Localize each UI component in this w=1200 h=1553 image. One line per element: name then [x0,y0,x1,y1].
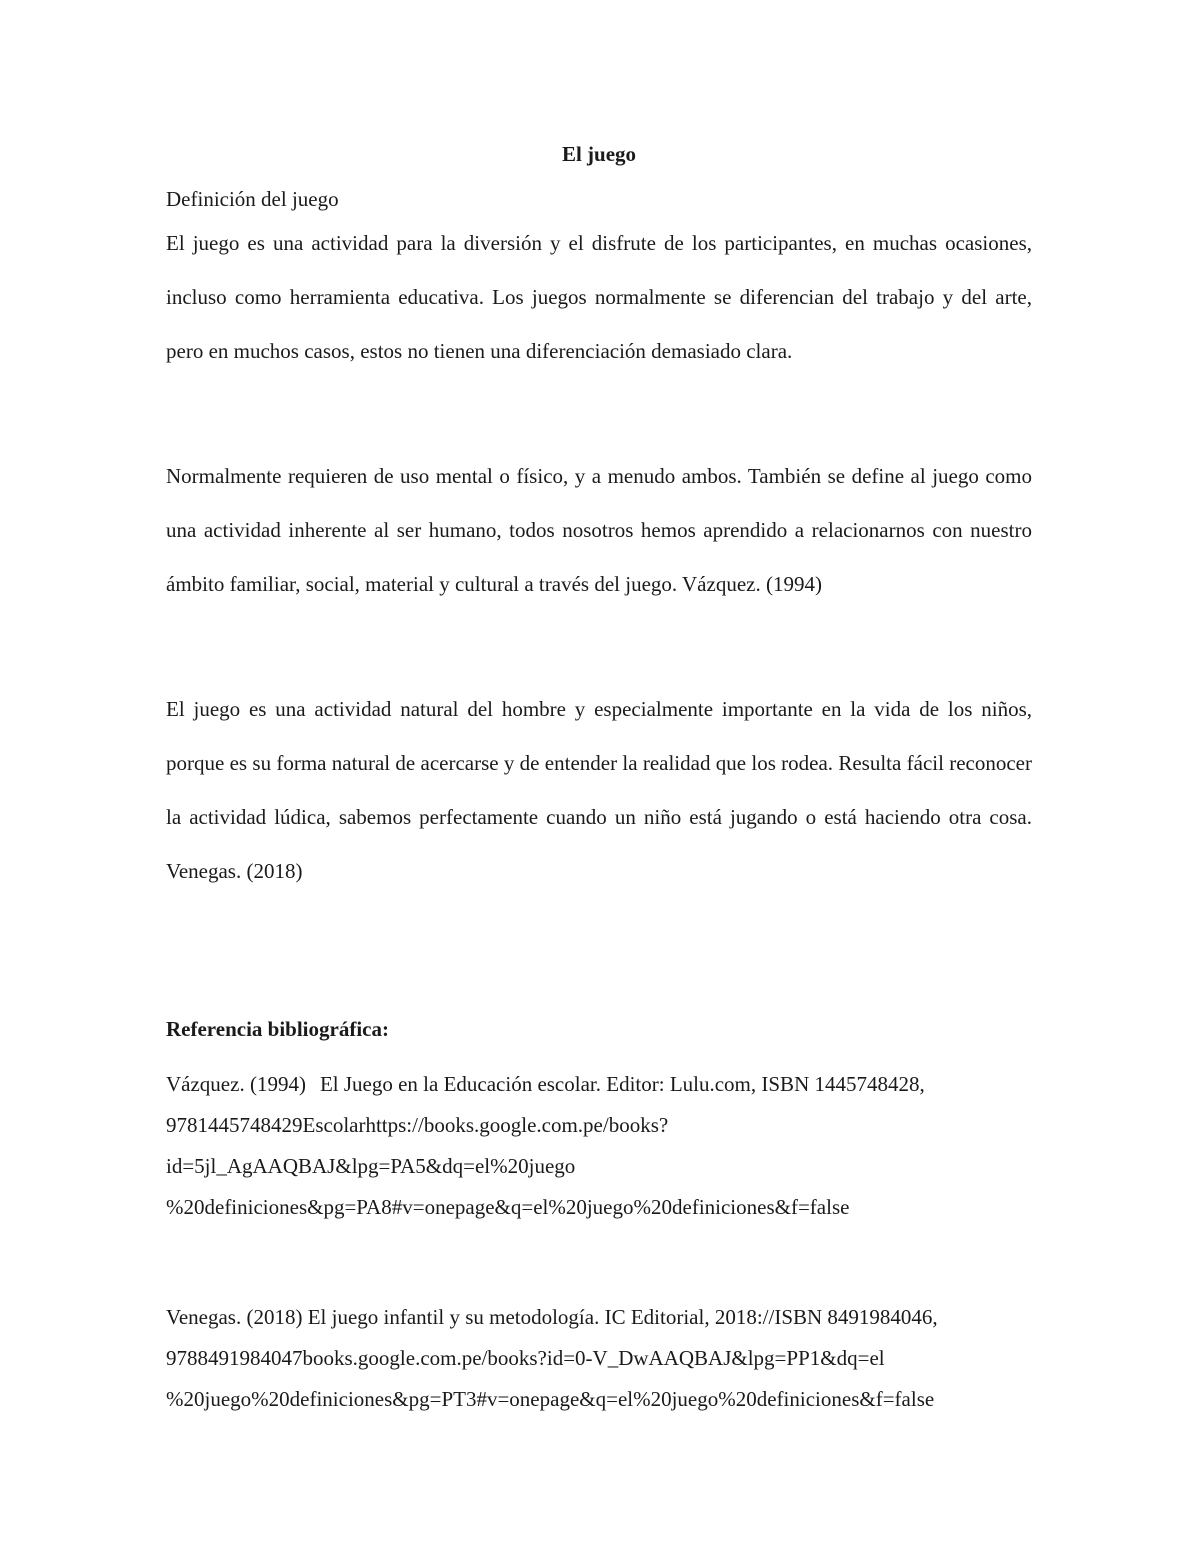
paragraph: El juego es una actividad natural del hombre y especialmente importante en la vida de los niños, porque es su forma natural de acercarse y de entender la realidad que los rodea. Resulta fácil reconocer la actividad lúdica, sabemos perfectamente cuando un niño está jugando o está haciendo otra cosa. Venegas. (2018) [166,697,1032,883]
reference-author: Venegas. (2018) [166,1305,303,1329]
reference-line [166,1064,1046,1105]
reference-line [166,1297,1046,1338]
paragraph: El juego es una actividad para la diversión y el disfrute de los participantes, en muchas ocasiones, incluso como herramienta educativa. Los juegos normalmente se diferencian del trabajo y del arte, pero en muchos casos, estos no tienen una diferenciación demasiado clara. [166,231,1032,363]
reference-author: Vázquez. (1994) [166,1072,306,1096]
reference-line: 9781445748429Escolarhttps://books.google.com.pe/books? [166,1113,669,1137]
section-subtitle: Definición del juego [166,187,339,211]
paragraph: Normalmente requieren de uso mental o físico, y a menudo ambos. También se define al juego como una actividad inherente al ser humano, todos nosotros hemos aprendido a relacionarnos con nuestro ámbito familiar, social, material y cultural a través del juego. Vázquez. (1994) [166,464,1032,596]
reference-entry [166,1064,1046,1228]
reference-line: 9788491984047books.google.com.pe/books?id=0-V_DwAAQBAJ&lpg=PP1&dq=el [166,1346,885,1370]
reference-line: %20juego%20definiciones&pg=PT3#v=onepage&q=el%20juego%20definiciones&f=false [166,1387,935,1411]
reference-text: El juego infantil y su metodología. IC Editorial, 2018://ISBN 8491984046, [307,1305,938,1329]
reference-line: %20definiciones&pg=PA8#v=onepage&q=el%20juego%20definiciones&f=false [166,1195,850,1219]
document-title: El juego [561,142,637,166]
reference-line: id=5jl_AgAAQBAJ&lpg=PA5&dq=el%20juego [166,1154,576,1178]
reference-entry [166,1297,1046,1420]
references-heading: Referencia bibliográfica: [166,1017,389,1041]
reference-text: El Juego en la Educación escolar. Editor: Lulu.com, ISBN 1445748428, [319,1072,925,1096]
